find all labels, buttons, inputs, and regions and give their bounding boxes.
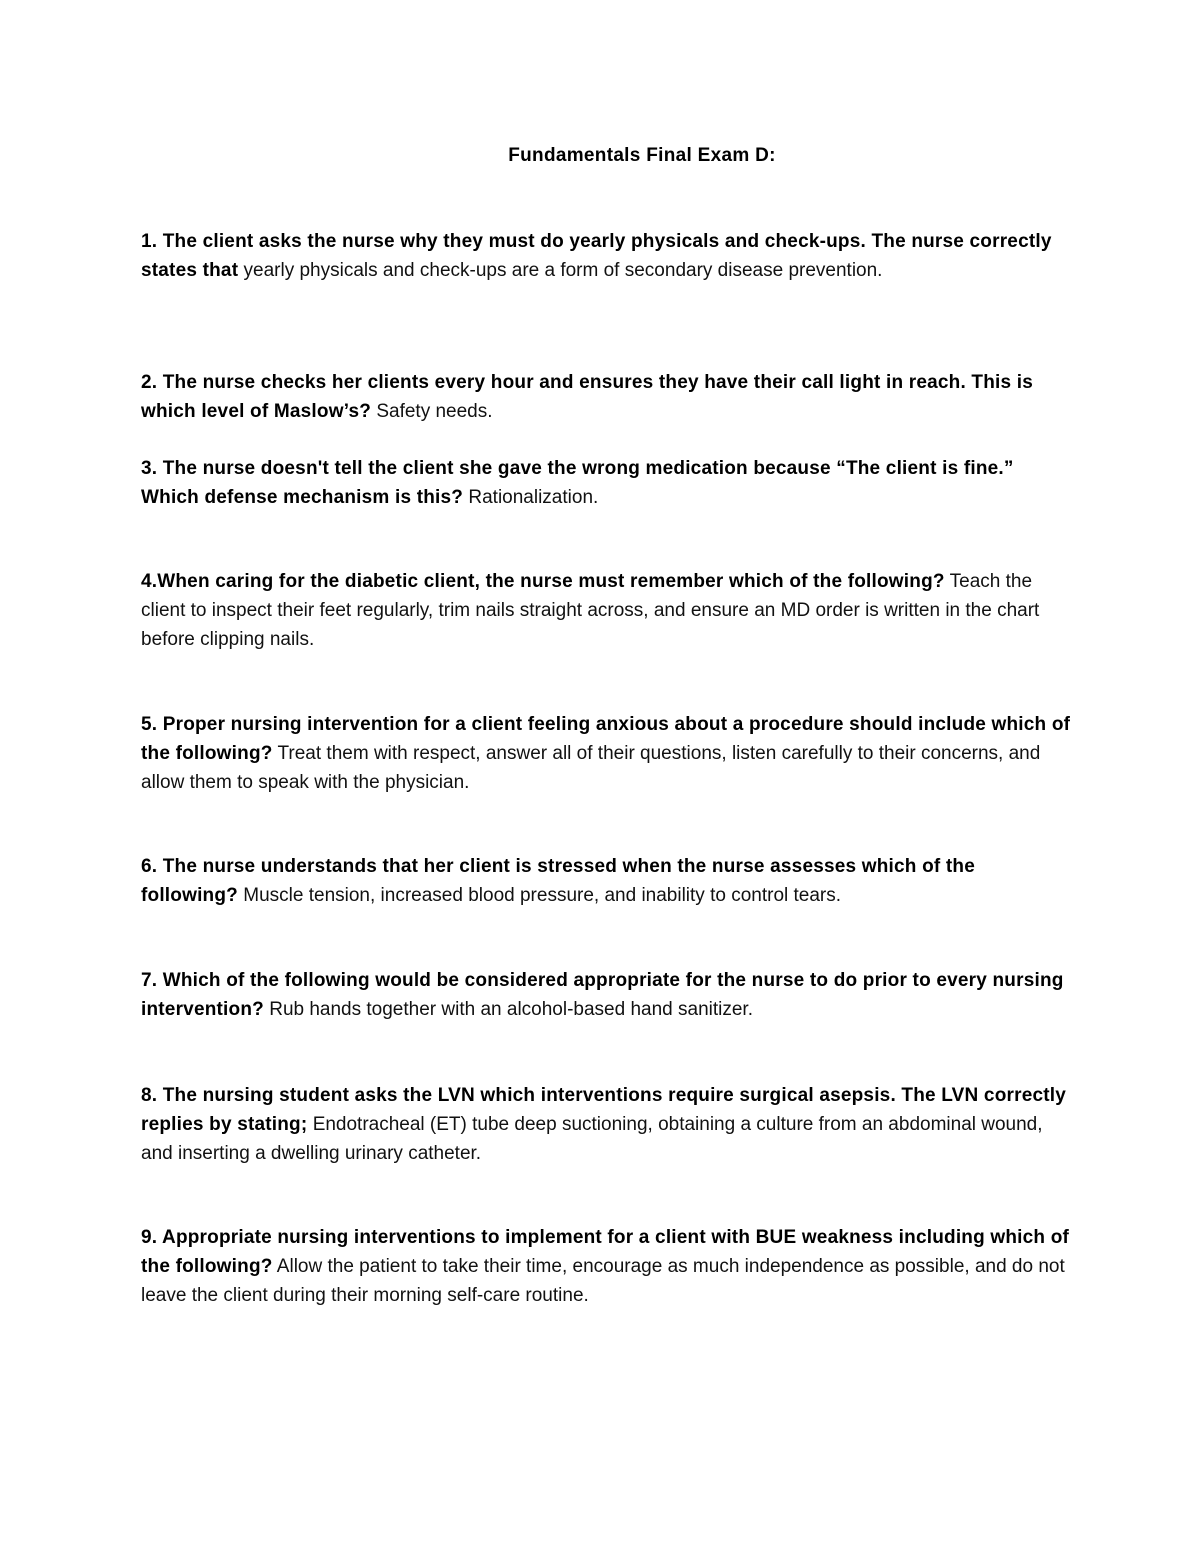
- question-item-3: [141, 454, 1071, 512]
- answer-text: yearly physicals and check-ups are a form of secondary disease prevention.: [243, 260, 883, 281]
- answer-text: Rationalization.: [468, 487, 599, 508]
- question-item-4: [141, 567, 1071, 654]
- answer-text: Endotracheal (ET) tube deep suctioning, obtaining a culture from an abdominal wound, and inserting a dwelling urinary catheter.: [141, 1114, 1043, 1164]
- question-text: 7. Which of the following would be considered appropriate for the nurse to do prior to every nursing intervention?: [141, 970, 1064, 1020]
- answer-text: Safety needs.: [376, 401, 493, 422]
- question-text: 8. The nursing student asks the LVN which interventions require surgical asepsis. The LVN correctly replies by stating;: [141, 1085, 1066, 1135]
- question-item-7: [141, 966, 1071, 1024]
- question-text: 3. The nurse doesn't tell the client she gave the wrong medication because “The client is fine.” Which defense mechanism is this?: [141, 458, 1014, 508]
- answer-text: Muscle tension, increased blood pressure, and inability to control tears.: [243, 885, 842, 906]
- question-text: 6. The nurse understands that her client is stressed when the nurse assesses which of the following?: [141, 856, 975, 906]
- question-text: 4.When caring for the diabetic client, the nurse must remember which of the following?: [141, 571, 945, 592]
- answer-text: Treat them with respect, answer all of their questions, listen carefully to their concerns, and allow them to speak with the physician.: [141, 743, 1041, 793]
- answer-text: Allow the patient to take their time, encourage as much independence as possible, and do not leave the client during their morning self-care routine.: [141, 1256, 1065, 1306]
- question-item-6: [141, 852, 1071, 910]
- answer-text: Teach the client to inspect their feet regularly, trim nails straight across, and ensure an MD order is written in the chart before clipping nails.: [141, 571, 1040, 650]
- question-item-9: [141, 1223, 1071, 1310]
- question-text: 2. The nurse checks her clients every hour and ensures they have their call light in reach. This is which level of Maslow’s?: [141, 372, 1034, 422]
- question-text: 1. The client asks the nurse why they must do yearly physicals and check-ups. The nurse correctly states that: [141, 231, 1052, 281]
- question-item-8: [141, 1081, 1071, 1168]
- question-item-5: [141, 710, 1071, 797]
- document-title: Fundamentals Final Exam D:: [508, 145, 776, 166]
- question-item-2: [141, 368, 1071, 426]
- question-text: 5. Proper nursing intervention for a client feeling anxious about a procedure should include which of the following?: [141, 714, 1071, 764]
- question-item-1: [141, 227, 1071, 285]
- question-text: 9. Appropriate nursing interventions to implement for a client with BUE weakness including which of the following?: [141, 1227, 1070, 1277]
- answer-text: Rub hands together with an alcohol-based hand sanitizer.: [269, 999, 753, 1020]
